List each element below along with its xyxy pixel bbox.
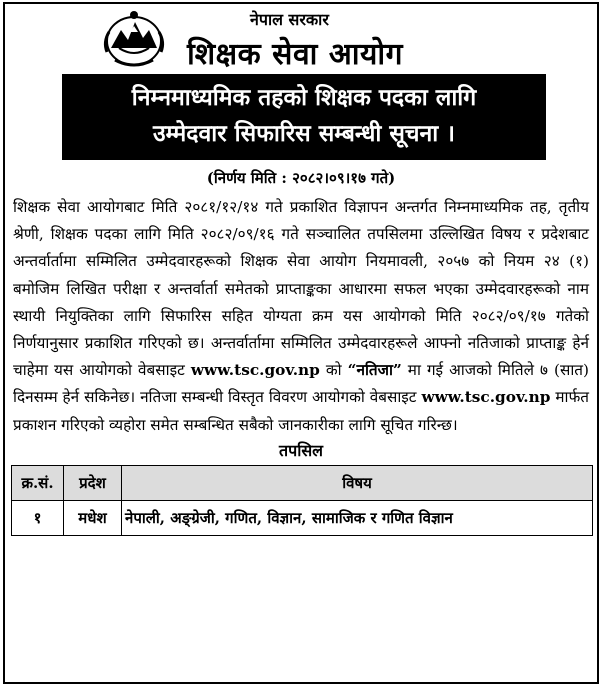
column-header-serial: क्र.सं. [12,465,64,500]
schedule-heading: तपसिल [278,440,324,460]
column-header-subject: विषय [122,465,593,500]
body-part2: को [325,361,342,380]
table-header-row [12,465,593,500]
column-header-province: प्रदेश [64,465,122,500]
cell-subjects: नेपाली, अङ्ग्रेजी, गणित, विज्ञान, सामाजिक र गणित विज्ञान [122,500,593,535]
website-link-2[interactable]: www.tsc.gov.np [421,388,551,407]
notice-body [13,194,589,439]
notice-title [62,74,546,160]
organization-name: शिक्षक सेवा आयोग [187,37,404,72]
table-row [12,500,593,535]
cell-serial: १ [12,500,64,535]
notice-title-line2: उम्मेदवार सिफारिस सम्बन्धी सूचना । [153,120,455,147]
header [5,4,597,74]
cell-province: मधेश [64,500,122,535]
government-name: नेपाल सरकार [250,10,329,29]
schedule-table [11,465,593,536]
notice-page [3,2,599,684]
body-part4: मार्फत प्रकाशन गरिएको व्यहोरा समेत सम्बन्धित सबैको जानकारीका लागि सूचित गरिन्छ। [13,388,589,434]
body-part3: मा गई आजको मितिले ७ (सात) दिनसम्म हेर्न सकिनेछ। नतिजा सम्बन्धी विस्तृत विवरण आयोगको वेबसाइट [13,361,589,407]
notice-title-line1: निम्नमाध्यमिक तहको शिक्षक पदका लागि [131,84,477,111]
website-link[interactable]: www.tsc.gov.np [190,361,320,380]
government-emblem-icon [101,8,167,70]
decision-date: (निर्णय मिति : २०८२।०९।१७ गते) [206,169,396,187]
result-label: “नतिजा” [347,361,402,380]
body-part1: शिक्षक सेवा आयोगबाट मिति २०८१/१२/१४ गते प्रकाशित विज्ञापन अन्तर्गत निम्नमाध्यमिक तह, तृतीय श्रेणी, शिक्षक पदका लागि मिति २०८२/०९/१६ गते सञ्चालित तपसिलमा उल्लिखित विषय र प्रदेशबाट अन्तर्वार्तामा सम्मिलित उम्मेदवारहरूको शिक्षक सेवा आयोग नियमावली, २०५७ को नियम २४ (१) बमोजिम लिखित परीक्षा र अन्तर्वार्ता समेतको प्राप्ताङ्कका आधारमा सफल भएका उम्मेदवारहरूको नाम स्थायी नियुक्तिका लागि सिफारिस सहित योग्यता क्रम यस आयोगको मिति २०८२/०९/१७ गतेको निर्णयानुसार प्रकाशित गरिएको छ। अन्तर्वार्तामा सम्मिलित उम्मेदवारहरूले आफ्नो नतिजाको प्राप्ताङ्क हेर्न चाहेमा यस आयोगको वेबसाइट [13,198,589,380]
